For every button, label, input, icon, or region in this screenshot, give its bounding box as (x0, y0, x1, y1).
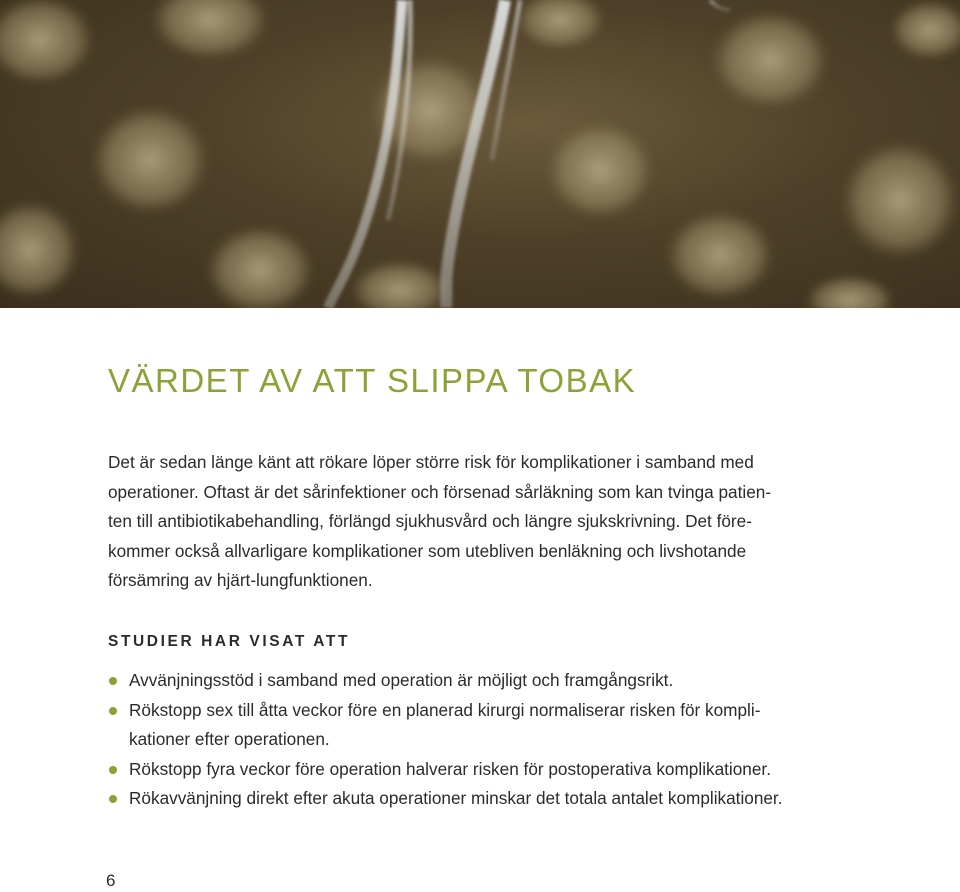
section-subheading: STUDIER HAR VISAT ATT (108, 633, 351, 650)
intro-line: operationer. Oftast är det sårinfektioner och försenad sårläkning som kan tvinga patien- (108, 481, 772, 502)
intro-line: försämring av hjärt-lungfunktionen. (108, 570, 373, 590)
intro-line: Det är sedan länge känt att rökare löper större risk för komplikationer i samband med (108, 452, 754, 472)
bullet-dot-icon (109, 677, 117, 685)
bullet-dot-icon (109, 795, 117, 803)
list-item-text: Avvänjningsstöd i samband med operation är möjligt och framgångsrikt. (129, 670, 674, 690)
list-item (108, 666, 838, 696)
list-item (108, 784, 838, 814)
page-title: VÄRDET AV ATT SLIPPA TOBAK (108, 362, 637, 399)
bullet-dot-icon (109, 766, 117, 774)
hero-photo (0, 0, 960, 308)
list-item-text: kationer efter operationen. (129, 729, 330, 749)
page-number: 6 (106, 871, 116, 890)
intro-paragraph (108, 448, 828, 596)
list-item-text: Rökstopp fyra veckor före operation halverar risken för postoperativa komplikationer. (129, 758, 771, 779)
smoke-photo-illustration (0, 0, 960, 308)
list-item-text: Rökstopp sex till åtta veckor före en planerad kirurgi normaliserar risken för kompli- (129, 699, 761, 720)
list-item (108, 755, 838, 785)
bullet-dot-icon (109, 707, 117, 715)
intro-line: kommer också allvarligare komplikationer som utebliven benläkning och livshotande (108, 540, 747, 561)
list-item-text: Rökavvänjning direkt efter akuta operationer minskar det totala antalet komplikationer. (129, 788, 783, 808)
intro-line: ten till antibiotikabehandling, förlängd sjukhusvård och längre sjukskrivning. Det före- (108, 511, 752, 531)
list-item (108, 696, 838, 755)
findings-list (108, 666, 838, 814)
